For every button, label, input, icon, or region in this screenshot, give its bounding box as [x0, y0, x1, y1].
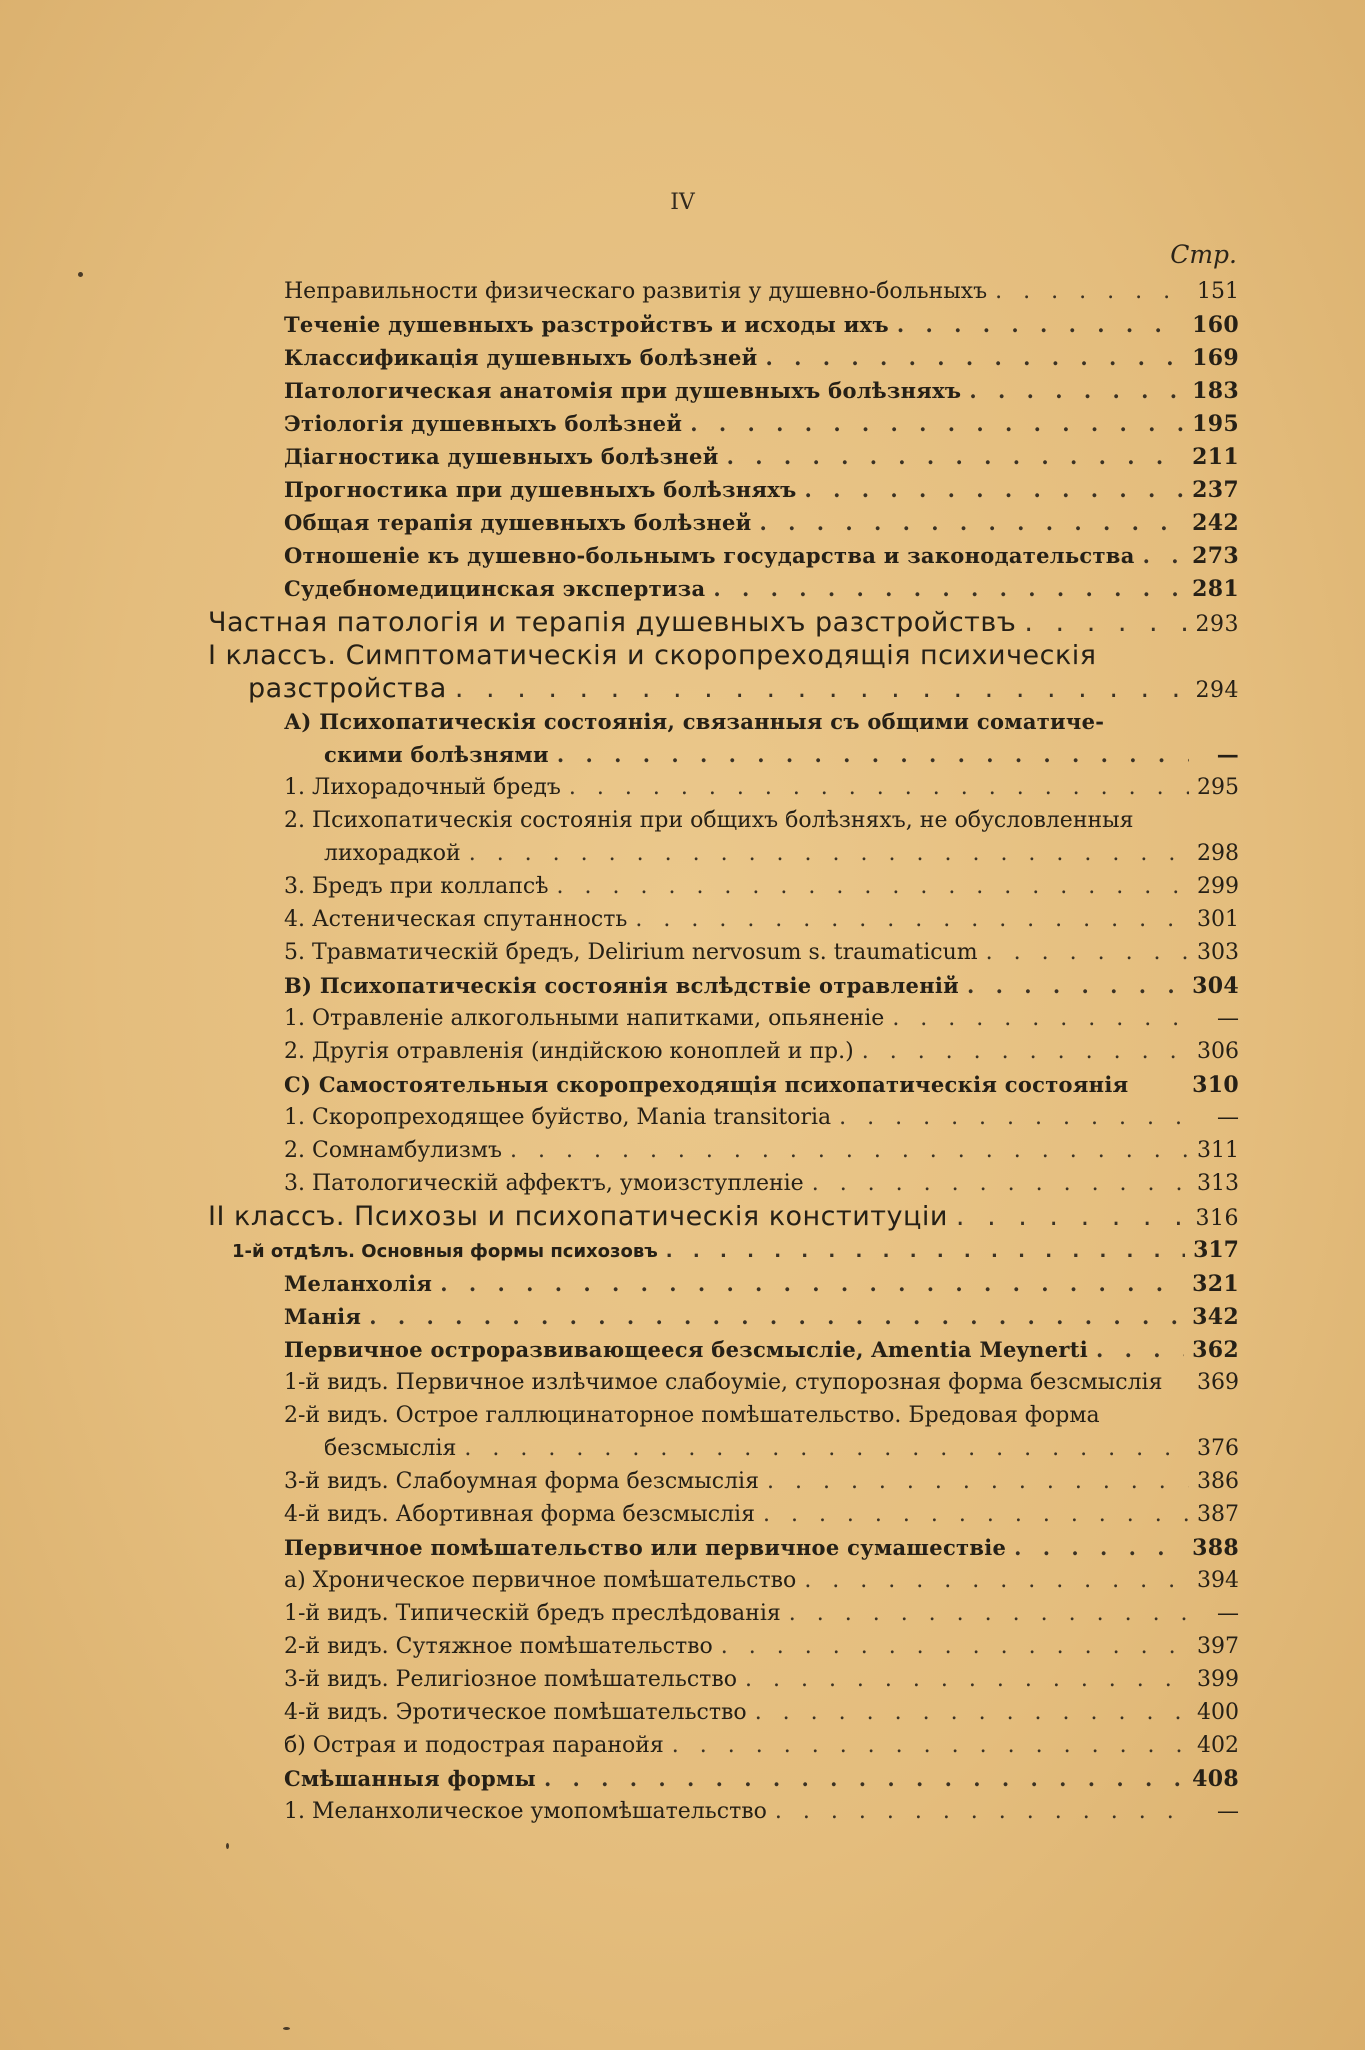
- toc-entry-title: Теченіе душевныхъ разстройствъ и исходы ихъ: [284, 312, 889, 338]
- toc-entry: [284, 871, 1239, 903]
- dot-leader: [440, 1268, 1184, 1300]
- toc-entry-title: 5. Травматическій бредъ, Delirium nervosum s. traumaticum: [284, 940, 978, 965]
- dot-leader: [1096, 1334, 1184, 1366]
- toc-entry: [284, 1466, 1239, 1498]
- toc-entry-title: Смѣшанныя формы: [284, 1766, 536, 1792]
- toc-entry-page: 394: [1197, 1567, 1239, 1593]
- paper-speck: [78, 272, 83, 277]
- toc-entry-page: 211: [1192, 444, 1239, 471]
- toc-entry-title: Прогностика при душевныхъ болѣзняхъ: [284, 477, 797, 503]
- toc-entry: [284, 1763, 1239, 1795]
- toc-entry-title: 1-й отдѣлъ. Основныя формы психозовъ: [232, 1241, 658, 1263]
- toc-entry: [284, 507, 1239, 539]
- dot-leader: [760, 507, 1185, 539]
- dot-leader: [1024, 607, 1187, 639]
- toc-entry-title: 4-й видъ. Эротическое помѣшательство: [284, 1700, 747, 1726]
- dot-leader: [690, 408, 1184, 440]
- toc-entry: [284, 573, 1239, 605]
- toc-entry-page: 316: [1195, 1206, 1239, 1232]
- dot-leader: [862, 1036, 1189, 1068]
- toc-entry-title: 2. Психопатическія состоянія при общихъ болѣзняхъ, не обусловленныя: [284, 807, 1134, 833]
- dot-leader: [789, 1598, 1189, 1630]
- toc-entry-page: 387: [1197, 1501, 1239, 1527]
- page-number: IV: [670, 190, 695, 215]
- toc-entry: [284, 1631, 1239, 1663]
- toc-entry-page: 313: [1197, 1171, 1239, 1197]
- toc-entry-page: 402: [1197, 1733, 1239, 1759]
- dot-leader: [666, 1236, 1185, 1268]
- toc-entry-page: 169: [1192, 345, 1239, 372]
- dot-leader: [557, 871, 1189, 903]
- toc-entry: [284, 1168, 1239, 1200]
- toc-entry-title: Общая терапія душевныхъ болѣзней: [284, 510, 752, 536]
- dot-leader: [804, 1565, 1189, 1597]
- toc-entry-title: 3. Бредъ при коллапсѣ: [284, 873, 549, 899]
- toc-entry: [284, 1135, 1239, 1167]
- toc-entry-title: 1-й видъ. Первичное излѣчимое слабоуміе, ступорозная форма безсмыслія: [284, 1369, 1163, 1395]
- toc-entry: [284, 904, 1239, 936]
- toc-entry-page: 388: [1192, 1534, 1239, 1561]
- toc-entry: [284, 1565, 1239, 1597]
- paper-speck: [283, 2027, 290, 2030]
- toc-entry: [284, 1598, 1239, 1630]
- toc-entry-title: 4. Астеническая спутанность: [284, 906, 628, 932]
- toc-entry-title: Меланхолія: [284, 1270, 433, 1296]
- toc-entry-title: 1. Скоропреходящее буйство, Mania transitoria: [284, 1105, 832, 1131]
- toc-entry: [284, 970, 1239, 1002]
- toc-entry-page: 151: [1197, 279, 1239, 304]
- dot-leader: [544, 1763, 1184, 1795]
- toc-entry: [284, 1367, 1239, 1399]
- toc-entry-title: разстройства: [248, 672, 447, 704]
- toc-entry-title: 1. Меланхолическое умопомѣшательство: [284, 1799, 767, 1825]
- toc-entry: [284, 276, 1239, 308]
- toc-entry-page: —: [1217, 1006, 1239, 1032]
- dot-leader: [635, 904, 1189, 936]
- dot-leader: [956, 1201, 1188, 1233]
- toc-entry-page: 303: [1197, 940, 1239, 965]
- toc-entry: [208, 673, 1239, 705]
- toc-entry: [284, 1697, 1239, 1729]
- toc-entry-page: 369: [1197, 1369, 1239, 1395]
- dot-leader: [812, 1168, 1189, 1200]
- toc-entry-title: б) Острая и подострая паранойя: [284, 1733, 664, 1759]
- dot-leader: [557, 739, 1189, 771]
- toc-entry: [284, 1102, 1239, 1134]
- toc-entry-page: 400: [1197, 1700, 1239, 1726]
- toc-entry: [284, 739, 1239, 771]
- dot-leader: [727, 441, 1185, 473]
- toc-entry-page: 183: [1192, 378, 1239, 405]
- toc-entry-title: Первичное остроразвивающееся безсмысліе, Amentia Meynerti: [284, 1336, 1089, 1362]
- dot-leader: [713, 573, 1184, 605]
- toc-entry: [284, 1532, 1239, 1564]
- toc-entry-page: 237: [1192, 477, 1239, 504]
- dot-leader: [995, 276, 1189, 308]
- dot-leader: [464, 1433, 1189, 1465]
- toc-entry-title: 4-й видъ. Абортивная форма безсмыслія: [284, 1501, 755, 1527]
- toc-entry-page: —: [1217, 1601, 1239, 1626]
- dot-leader: [469, 838, 1189, 870]
- toc-entry-title: Первичное помѣшательство или первичное сумашествіе: [284, 1534, 1007, 1560]
- toc-entry-title: Отношеніе къ душевно-больнымъ государства и законодательства: [284, 543, 1135, 569]
- toc-entry-title: 3-й видъ. Слабоумная форма безсмыслія: [284, 1468, 759, 1494]
- paper-speck: [226, 1843, 229, 1849]
- toc-entry-title: а) Хроническое первичное помѣшательство: [284, 1567, 797, 1593]
- toc-entry: [284, 1796, 1239, 1828]
- toc-entry: [284, 309, 1239, 341]
- dot-leader: [721, 1631, 1189, 1663]
- toc-entry-page: 301: [1197, 906, 1239, 932]
- toc-entry-title: В) Психопатическія состоянія вслѣдствіе отравленій: [284, 973, 960, 999]
- toc-entry-page: —: [1216, 741, 1239, 768]
- toc-entry-page: 299: [1197, 873, 1239, 899]
- toc-entry-page: 399: [1197, 1667, 1239, 1693]
- toc-entry: [284, 441, 1239, 473]
- toc-entry-title: 2-й видъ. Сутяжное помѣшательство: [284, 1634, 713, 1660]
- toc-entry-page: 273: [1192, 543, 1239, 570]
- toc-entry-page: 295: [1197, 774, 1239, 800]
- toc-entry-title: А) Психопатическія состоянія, связанныя съ общими соматиче-: [284, 708, 1105, 734]
- dot-leader: [986, 937, 1189, 969]
- toc-entry-page: 317: [1193, 1237, 1239, 1264]
- toc-entry-title: Судебномедицинская экспертиза: [284, 576, 706, 602]
- toc-entry-title: 2. Сомнамбулизмъ: [284, 1138, 503, 1164]
- dot-leader: [510, 1135, 1189, 1167]
- dot-leader: [1143, 540, 1185, 572]
- toc-entry: [284, 540, 1239, 572]
- toc-entry-title: II классъ. Психозы и психопатическія конституціи: [208, 1201, 948, 1233]
- dot-leader: [745, 1664, 1189, 1696]
- dot-leader: [763, 1499, 1189, 1531]
- toc-entry-title: Этіологія душевныхъ болѣзней: [284, 411, 683, 437]
- toc-entry-page: 311: [1197, 1138, 1239, 1164]
- toc-entry-title: 1. Лихорадочный бредъ: [284, 774, 561, 800]
- dot-leader: [569, 772, 1189, 804]
- toc-entry: [208, 607, 1239, 639]
- dot-leader: [672, 1730, 1189, 1762]
- dot-leader: [897, 309, 1184, 341]
- toc-entry: [284, 838, 1239, 870]
- toc-entry-page: 362: [1192, 1336, 1239, 1363]
- toc-entry: [284, 1400, 1239, 1432]
- dot-leader: [775, 1796, 1189, 1828]
- dot-leader: [369, 1301, 1184, 1333]
- dot-leader: [766, 342, 1185, 374]
- toc-entry: [284, 408, 1239, 440]
- toc-entry: [284, 474, 1239, 506]
- toc-entry-title: Манія: [284, 1303, 362, 1329]
- toc-entry-page: 408: [1192, 1766, 1239, 1793]
- toc-entry-title: 1. Отравленіе алкогольными напитками, опьяненіе: [284, 1006, 885, 1032]
- toc-entry-title: Неправильности физическаго развитія у душевно-больныхъ: [284, 279, 988, 304]
- toc-entry-page: 386: [1197, 1468, 1239, 1494]
- toc-entry-page: 397: [1197, 1634, 1239, 1660]
- toc-entry-title: 1-й видъ. Типическій бредъ преслѣдованія: [284, 1601, 781, 1626]
- toc-entry: [284, 1036, 1239, 1068]
- toc-entry-page: 293: [1195, 611, 1239, 637]
- toc-entry-title: безсмыслія: [324, 1435, 457, 1461]
- toc-entry-page: 160: [1192, 312, 1239, 339]
- toc-entry-page: 306: [1197, 1039, 1239, 1065]
- toc-entry: [284, 1433, 1239, 1465]
- toc-entry-title: Классификація душевныхъ болѣзней: [284, 345, 758, 371]
- toc-entry: [284, 1334, 1239, 1366]
- toc-entry-page: 304: [1192, 973, 1239, 1000]
- toc-entry-page: 342: [1192, 1303, 1239, 1330]
- toc-entry: [284, 375, 1239, 407]
- toc-entry-page: 310: [1192, 1072, 1239, 1099]
- toc-entry-title: скими болѣзнями: [324, 741, 549, 767]
- toc-entry: [284, 1664, 1239, 1696]
- toc-entry-title: Патологическая анатомія при душевныхъ болѣзняхъ: [284, 378, 962, 404]
- toc-entry: [284, 805, 1239, 837]
- toc-entry-title: 2. Другія отравленія (индійскою коноплей и пр.): [284, 1039, 854, 1065]
- toc-entry-page: —: [1217, 1105, 1239, 1131]
- dot-leader: [755, 1697, 1189, 1729]
- toc-entry-title: Частная патологія и терапія душевныхъ разстройствъ: [208, 606, 1017, 638]
- toc-entry: [284, 1301, 1239, 1333]
- toc-entry: [284, 1268, 1239, 1300]
- toc-entry: [284, 1499, 1239, 1531]
- toc-entry-page: 376: [1197, 1435, 1239, 1461]
- toc-entry-page: 298: [1197, 840, 1239, 866]
- dot-leader: [967, 970, 1184, 1002]
- toc-entry-title: Діагностика душевныхъ болѣзней: [284, 444, 719, 470]
- dot-leader: [969, 375, 1184, 407]
- toc-entry-title: 3-й видъ. Религіозное помѣшательство: [284, 1667, 737, 1693]
- toc-entry: [284, 1003, 1239, 1035]
- toc-entry-page: 195: [1192, 411, 1239, 438]
- dot-leader: [839, 1102, 1189, 1134]
- dot-leader: [455, 673, 1188, 705]
- toc-entry: [284, 706, 1239, 738]
- toc-entry-page: 294: [1195, 677, 1239, 703]
- toc-entry: [208, 1201, 1239, 1233]
- toc-entry: [284, 937, 1239, 969]
- dot-leader: [1014, 1532, 1184, 1564]
- dot-leader: [805, 474, 1185, 506]
- toc-entry: [284, 772, 1239, 804]
- toc-entry-title: I классъ. Симптоматическія и скоропреходящія психическія: [208, 639, 1097, 671]
- toc-entry: [284, 1069, 1239, 1101]
- toc-entry-page: 242: [1192, 510, 1239, 537]
- toc-entry: [284, 342, 1239, 374]
- toc-entry-page: 321: [1192, 1270, 1239, 1297]
- page-column-label: Стр.: [1170, 240, 1237, 269]
- toc-entry-title: С) Самостоятельныя скоропреходящія психопатическія состоянія: [284, 1072, 1129, 1098]
- toc-entry-title: лихорадкой: [324, 840, 461, 866]
- dot-leader: [892, 1003, 1189, 1035]
- toc-entry-title: 2-й видъ. Острое галлюцинаторное помѣшательство. Бредовая форма: [284, 1402, 1100, 1428]
- toc-entry: [232, 1234, 1239, 1266]
- toc-entry: [208, 640, 1239, 672]
- toc-entry-title: 3. Патологическій аффектъ, умоизступленіе: [284, 1171, 804, 1197]
- toc-entry: [284, 1730, 1239, 1762]
- toc-entry-page: —: [1217, 1799, 1239, 1825]
- toc-entry-page: 281: [1192, 576, 1239, 603]
- dot-leader: [767, 1466, 1189, 1498]
